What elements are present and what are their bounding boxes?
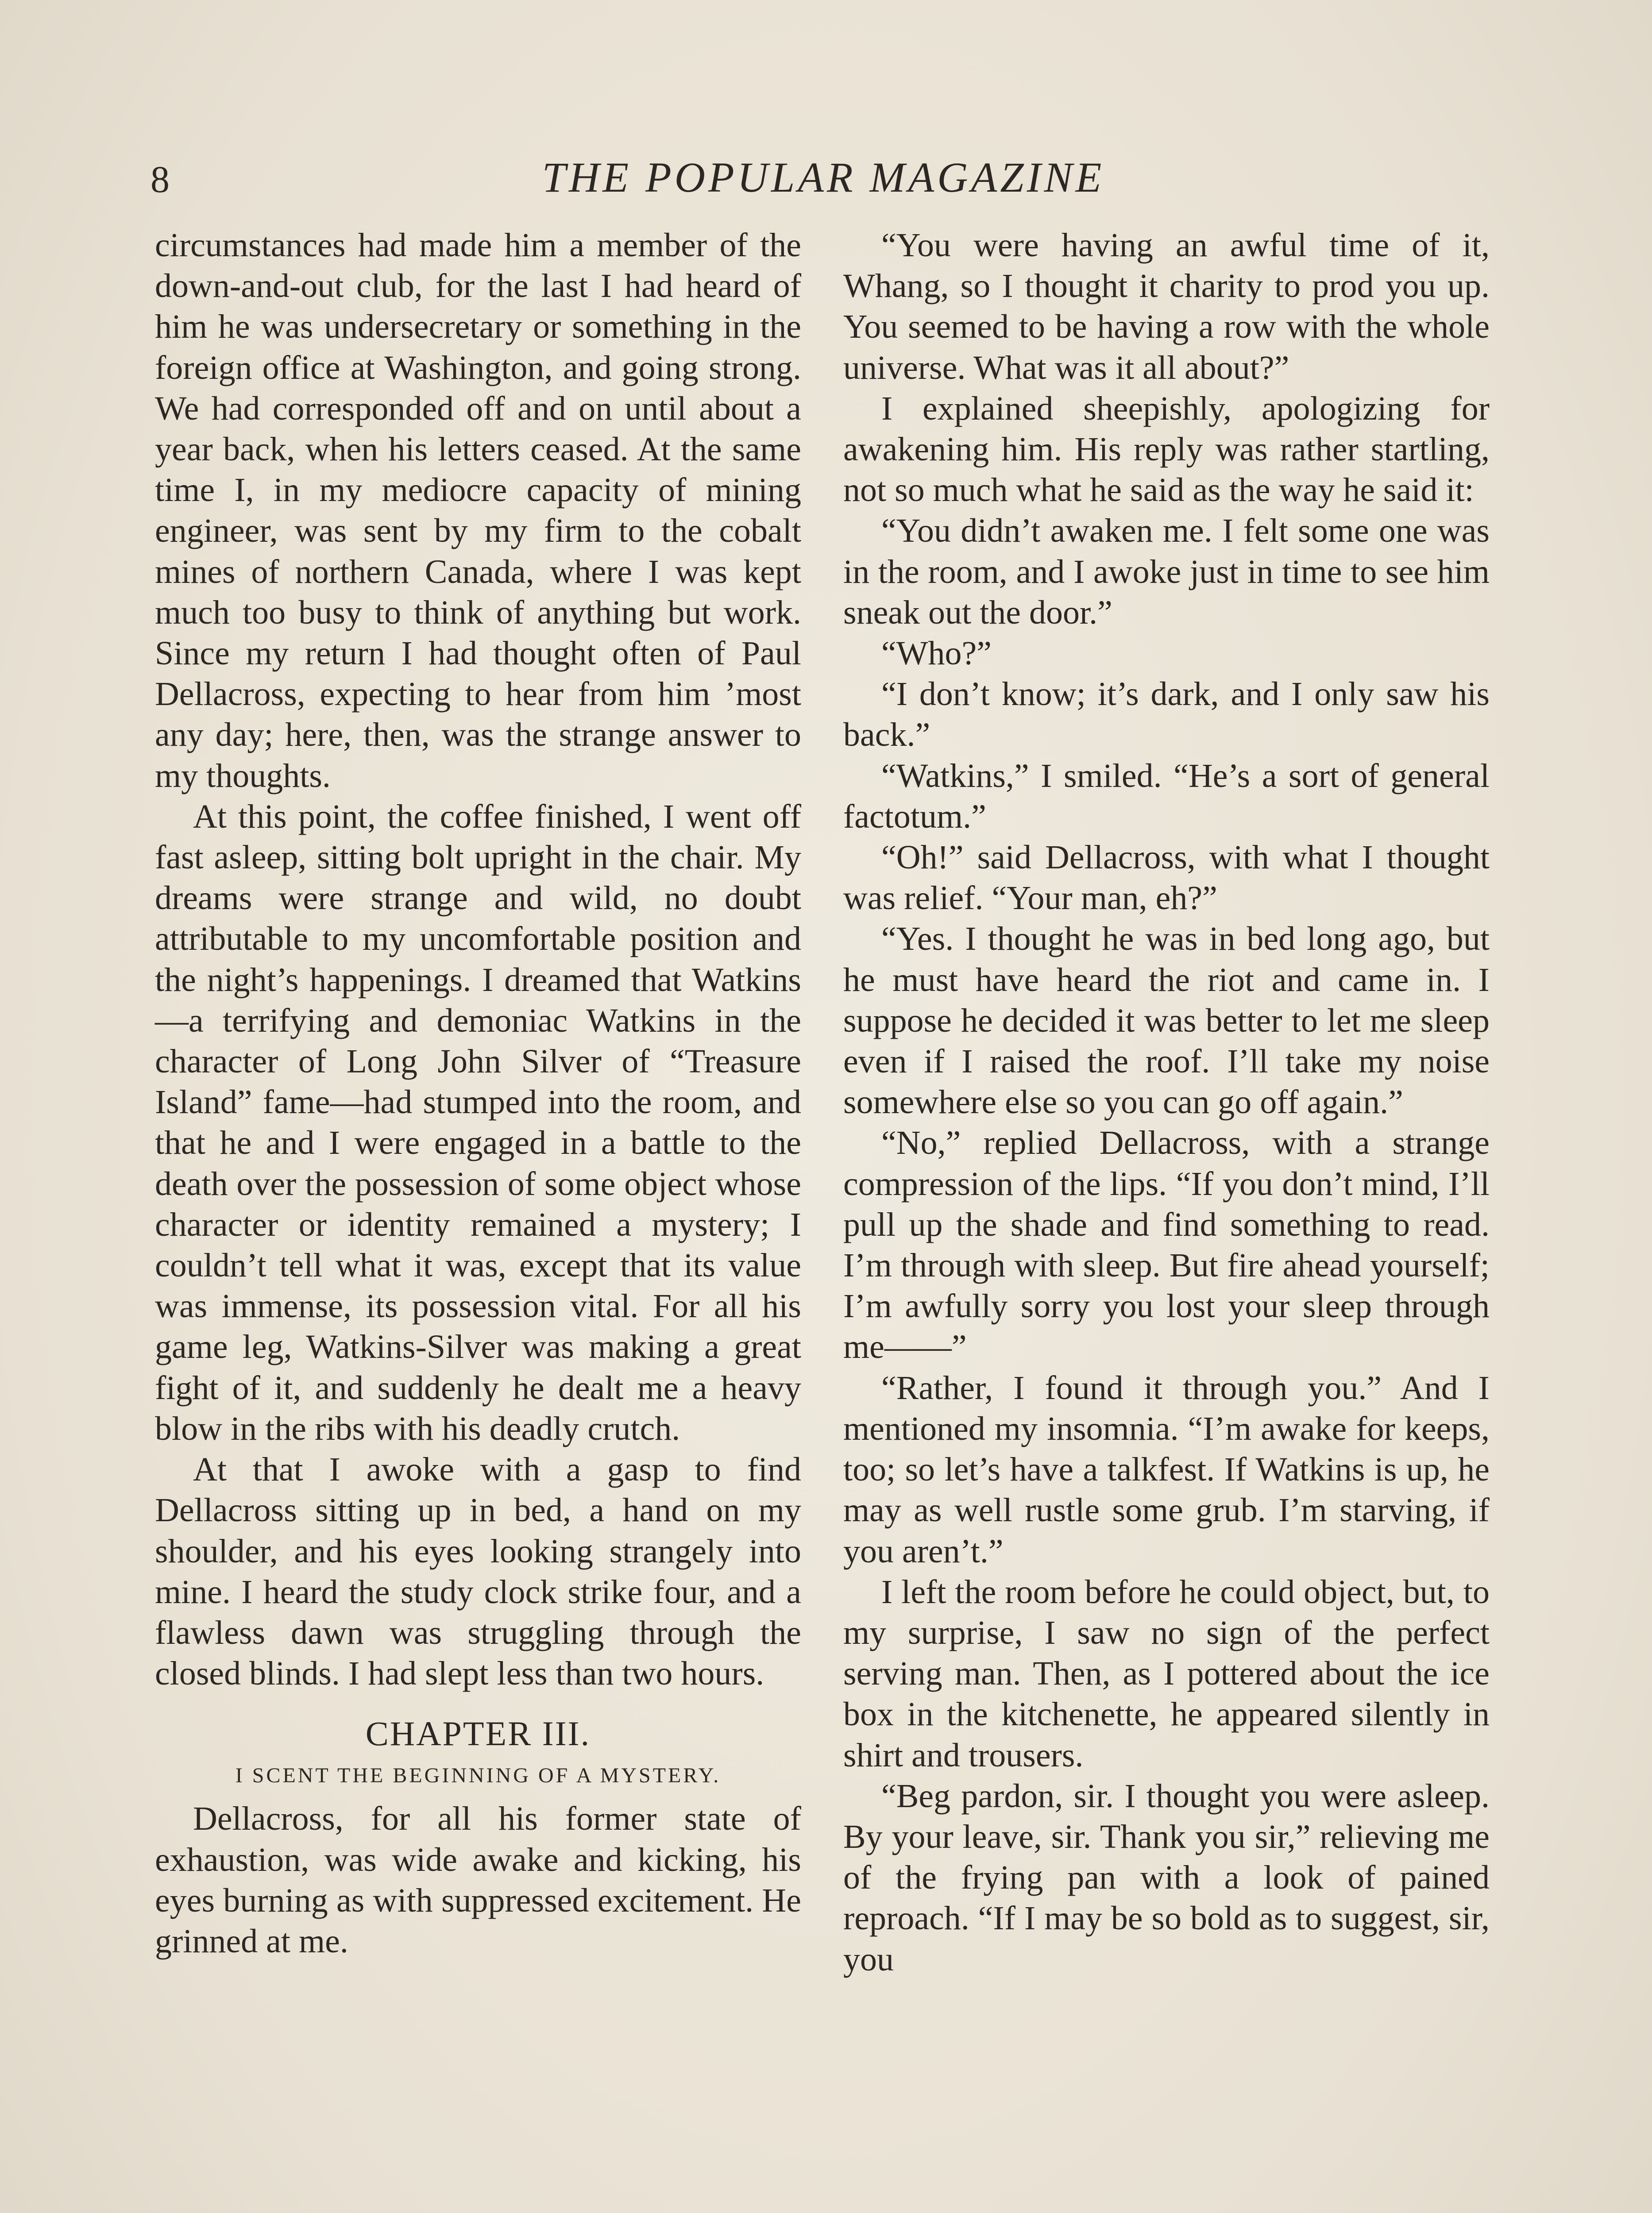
- right-column: [843, 225, 1490, 1980]
- paragraph: “No,” replied Dellacross, with a strange compression of the lips. “If you don’t mind, I’ll pull up the shade and find something to read. I’m through with sleep. But fire ahead yourself; I’m awfully sorry you lost your sleep through me——”: [843, 1124, 1490, 1366]
- paragraph: “You were having an awful time of it, Whang, so I thought it charity to prod you up. You seemed to be having a row with the whole universe. What was it all about?”: [843, 227, 1490, 386]
- chapter-subtitle: I SCENT THE BEGINNING OF A MYSTERY.: [235, 1764, 721, 1788]
- paragraph: “Yes. I thought he was in bed long ago, but he must have heard the riot and came in. I suppose he decided it was better to let me sleep even if I raised the roof. I’ll take my noise somewhere else so you can go off again.”: [843, 920, 1490, 1121]
- paragraph: I explained sheepishly, apologizing for awakening him. His reply was rather startling, not so much what he said as the way he said it:: [843, 389, 1490, 509]
- paragraph: “You didn’t awaken me. I felt some one was in the room, and I awoke just in time to see him sneak out the door.”: [843, 512, 1490, 631]
- paragraph: Dellacross, for all his former state of exhaustion, was wide awake and kicking, his eyes burning as with suppressed excitement. He grinned at me.: [155, 1800, 801, 1960]
- chapter-heading: CHAPTER III.: [365, 1714, 591, 1753]
- running-title: THE POPULAR MAGAZINE: [542, 154, 1105, 201]
- page-header: [151, 153, 1496, 206]
- paragraph: circumstances had made him a member of the down-and-out club, for the last I had heard of him he was undersecretary or something in the foreign office at Washington, and going strong. We had corresponded off and on until about a year back, when his letters ceased. At the same time I, in my mediocre capacity of mining engineer, was sent by my firm to the cobalt mines of northern Canada, where I was kept much too busy to think of anything but work. Since my return I had thought often of Paul Dellacross, expecting to hear from him ’most any day; here, then, was the strange answer to my thoughts.: [155, 227, 801, 794]
- page-number: 8: [151, 158, 170, 200]
- paragraph: At this point, the coffee finished, I went off fast asleep, sitting bolt upright in the chair. My dreams were strange and wild, no doubt attributable to my uncomfortable position and the night’s happenings. I dreamed that Watkins—a terrifying and demoniac Watkins in the character of Long John Silver of “Treasure Island” fame—had stumped into the room, and that he and I were engaged in a battle to the death over the possession of some object whose character or identity remained a mystery; I couldn’t tell what it was, except that its value was immense, its possession vital. For all his game leg, Watkins-Silver was making a great fight of it, and suddenly he dealt me a heavy blow in the ribs with his deadly crutch.: [155, 798, 801, 1447]
- paragraph: “Watkins,” I smiled. “He’s a sort of general factotum.”: [843, 757, 1490, 835]
- paragraph: “I don’t know; it’s dark, and I only saw his back.”: [843, 675, 1490, 754]
- paragraph: “Rather, I found it through you.” And I mentioned my insomnia. “I’m awake for keeps, too; so let’s have a talkfest. If Watkins is up, he may as well rustle some grub. I’m starving, if you aren’t.”: [843, 1369, 1490, 1570]
- left-column: [155, 225, 801, 1962]
- paragraph: “Oh!” said Dellacross, with what I thought was relief. “Your man, eh?”: [843, 839, 1490, 917]
- paragraph: “Who?”: [881, 635, 992, 672]
- paragraph: At that I awoke with a gasp to find Dellacross sitting up in bed, a hand on my shoulder, and his eyes looking strangely into mine. I heard the study clock strike four, and a flawless dawn was struggling through the closed blinds. I had slept less than two hours.: [155, 1451, 801, 1693]
- paragraph: “Beg pardon, sir. I thought you were asleep. By your leave, sir. Thank you sir,” relieving me of the frying pan with a look of pained reproach. “If I may be so bold as to suggest, sir, you: [843, 1777, 1490, 1978]
- paragraph: I left the room before he could object, but, to my surprise, I saw no sign of the perfect serving man. Then, as I pottered about the ice box in the kitchenette, he appeared silently in shirt and trousers.: [843, 1573, 1490, 1774]
